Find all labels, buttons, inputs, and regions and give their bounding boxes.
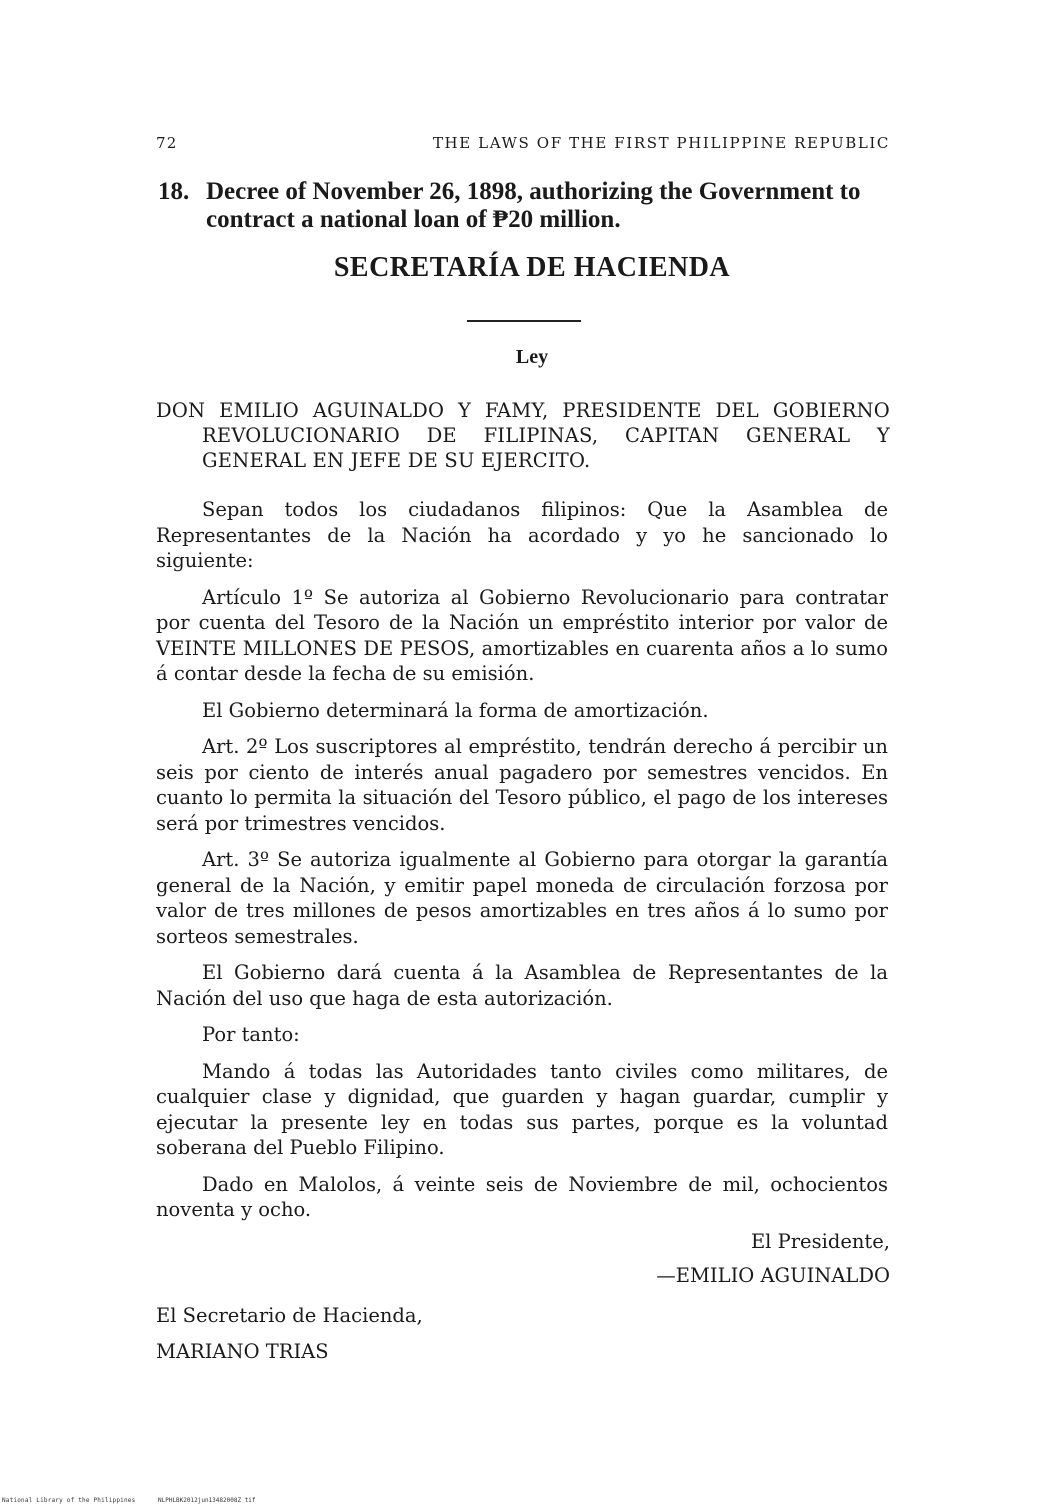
signature-name: —EMILIO AGUINALDO	[656, 1264, 890, 1287]
paragraph-dated: Dado en Malolos, á veinte seis de Noviembre de mil, ochocientos noventa y ocho.	[156, 1172, 888, 1221]
paragraph-por-tanto: Por tanto:	[202, 1023, 300, 1046]
decree-number: 18.	[158, 178, 190, 205]
running-header	[156, 134, 890, 156]
decree-title: Decree of November 26, 1898, authorizing the Government to contract a national loan of ₱20 million.	[206, 178, 861, 233]
running-title: THE LAWS OF THE FIRST PHILIPPINE REPUBLIC	[432, 134, 890, 152]
page-number: 72	[156, 134, 178, 152]
paragraph-article-3: Art. 3º Se autoriza igualmente al Gobierno para otorgar la garantía general de la Nación, y emitir papel moneda de circulación forzosa por valor de tres millones de pesos amortizables en tres años á lo sumo por sorteos semestrales.	[156, 848, 888, 948]
paragraph-amortization: El Gobierno determinará la forma de amortización.	[202, 698, 709, 722]
section-title: SECRETARÍA DE HACIENDA	[333, 252, 731, 283]
paragraph-proclamation: Sepan todos los ciudadanos filipinos: Que la Asamblea de Representantes de la Nación ha acordado y yo he sancionado lo siguiente:	[156, 498, 888, 572]
paragraph-article-2: Art. 2º Los suscriptores al empréstito, tendrán derecho á percibir un seis por ciento de interés anual pagadero por semestres vencidos. En cuanto lo permita la situación del Tesoro público, el pago de los intereses será por trimestres vencidos.	[156, 735, 888, 835]
secretary-name: MARIANO TRIAS	[156, 1340, 329, 1363]
divider-rule	[467, 320, 581, 322]
footer-scan-code: NLPHLBK2012jun13482008Z tif	[158, 1497, 256, 1504]
secretary-signature	[156, 1298, 423, 1370]
paragraph-mandate: Mando á todas las Autoridades tanto civiles como militares, de cualquier clase y dignidad, que guarden y hagan guardar, cumplir y ejecutar la presente ley en todas sus partes, porque es la voluntad soberana del Pueblo Filipino.	[156, 1059, 888, 1159]
paragraph-article-1: Artículo 1º Se autoriza al Gobierno Revolucionario para contratar por cuenta del Tesoro de la Nación un empréstito interior por valor de VEINTE MILLONES DE PESOS, amortizables en cuarenta años a lo sumo á contar desde la fecha de su emisión.	[156, 585, 888, 685]
footer-library-credit: National Library of the Philippines	[2, 1497, 136, 1504]
law-body	[156, 497, 888, 1234]
law-heading: Ley	[515, 346, 549, 368]
secretary-title: El Secretario de Hacienda,	[156, 1304, 423, 1327]
president-signature	[656, 1225, 890, 1293]
decree-heading	[158, 178, 893, 234]
preamble: DON EMILIO AGUINALDO Y FAMY, PRESIDENTE DEL GOBIERNO REVOLUCIONARIO DE FILIPINAS, CAPITAN GENERAL Y GENERAL EN JEFE DE SU EJERCITO.	[156, 399, 890, 472]
signature-title: El Presidente,	[750, 1230, 890, 1253]
paragraph-report: El Gobierno dará cuenta á la Asamblea de Representantes de la Nación del uso que haga de esta autorización.	[156, 961, 888, 1010]
